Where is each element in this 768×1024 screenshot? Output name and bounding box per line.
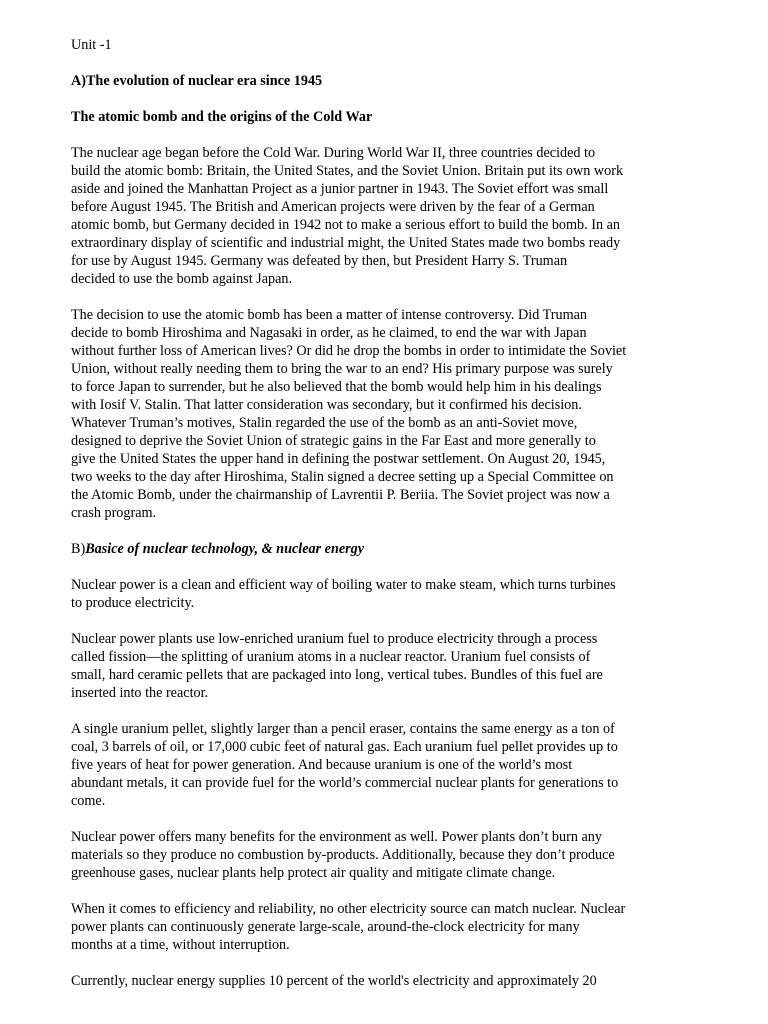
- unit-label: Unit -1: [71, 37, 112, 53]
- paragraph-2: [71, 306, 671, 522]
- paragraph-line: small, hard ceramic pellets that are packaged into long, vertical tubes. Bundles of this fuel are: [71, 667, 603, 683]
- paragraph-line: Nuclear power is a clean and efficient way of boiling water to make steam, which turns turbines: [71, 577, 616, 593]
- paragraph-line: without further loss of American lives? Or did he drop the bombs in order to intimidate the Soviet: [71, 343, 627, 359]
- paragraph-line: crash program.: [71, 505, 157, 521]
- paragraph-3: [71, 576, 671, 612]
- paragraph-line: greenhouse gases, nuclear plants help protect air quality and mitigate climate change.: [71, 865, 556, 881]
- paragraph-line: atomic bomb, but Germany decided in 1942 not to make a serious effort to build the bomb. In an: [71, 217, 620, 233]
- subsection-title: The atomic bomb and the origins of the Cold War: [71, 109, 373, 125]
- paragraph-5: [71, 720, 671, 810]
- section-b-prefix: B): [71, 541, 86, 557]
- paragraph-line: Whatever Truman’s motives, Stalin regarded the use of the bomb as an anti-Soviet move,: [71, 415, 578, 431]
- paragraph-line: decided to use the bomb against Japan.: [71, 271, 293, 287]
- document-page: [71, 36, 671, 1008]
- paragraph-line: for use by August 1945. Germany was defeated by then, but President Harry S. Truman: [71, 253, 568, 269]
- section-b-title: Basice of nuclear technology, & nuclear energy: [85, 541, 365, 557]
- section-a-title: A)The evolution of nuclear era since 1945: [71, 73, 323, 89]
- paragraph-line: extraordinary display of scientific and industrial might, the United States made two bombs ready: [71, 235, 621, 251]
- paragraph-line: with Iosif V. Stalin. That latter consideration was secondary, but it confirmed his decision.: [71, 397, 582, 413]
- section-b-heading: [71, 540, 671, 558]
- paragraph-line: come.: [71, 793, 106, 809]
- paragraph-line: coal, 3 barrels of oil, or 17,000 cubic feet of natural gas. Each uranium fuel pellet provides up to: [71, 739, 618, 755]
- paragraph-line: inserted into the reactor.: [71, 685, 209, 701]
- paragraph-line: Currently, nuclear energy supplies 10 percent of the world's electricity and approximately 20: [71, 973, 597, 989]
- paragraph-7: [71, 900, 671, 954]
- paragraph-line: abundant metals, it can provide fuel for the world’s commercial nuclear plants for generations to: [71, 775, 619, 791]
- paragraph-1: [71, 144, 671, 288]
- paragraph-line: The decision to use the atomic bomb has been a matter of intense controversy. Did Truman: [71, 307, 588, 323]
- paragraph-line: designed to deprive the Soviet Union of strategic gains in the Far East and more generally to: [71, 433, 596, 449]
- paragraph-line: aside and joined the Manhattan Project as a junior partner in 1943. The Soviet effort was small: [71, 181, 609, 197]
- paragraph-line: materials so they produce no combustion by-products. Additionally, because they don’t produce: [71, 847, 615, 863]
- paragraph-8: [71, 972, 671, 990]
- paragraph-line: months at a time, without interruption.: [71, 937, 290, 953]
- paragraph-line: decide to bomb Hiroshima and Nagasaki in order, as he claimed, to end the war with Japan: [71, 325, 587, 341]
- paragraph-line: five years of heat for power generation. And because uranium is one of the world’s most: [71, 757, 573, 773]
- paragraph-line: to force Japan to surrender, but he also believed that the bomb would help him in his dealings: [71, 379, 602, 395]
- paragraph-6: [71, 828, 671, 882]
- paragraph-line: The nuclear age began before the Cold War. During World War II, three countries decided to: [71, 145, 596, 161]
- paragraph-line: build the atomic bomb: Britain, the United States, and the Soviet Union. Britain put its own work: [71, 163, 624, 179]
- paragraph-line: Nuclear power offers many benefits for the environment as well. Power plants don’t burn any: [71, 829, 602, 845]
- paragraph-line: two weeks to the day after Hiroshima, Stalin signed a decree setting up a Special Committee on: [71, 469, 614, 485]
- paragraph-line: power plants can continuously generate large-scale, around-the-clock electricity for many: [71, 919, 580, 935]
- paragraph-4: [71, 630, 671, 702]
- paragraph-line: to produce electricity.: [71, 595, 195, 611]
- paragraph-line: A single uranium pellet, slightly larger than a pencil eraser, contains the same energy as a ton of: [71, 721, 615, 737]
- paragraph-line: give the United States the upper hand in defining the postwar settlement. On August 20, 1945,: [71, 451, 606, 467]
- paragraph-line: called fission—the splitting of uranium atoms in a nuclear reactor. Uranium fuel consists of: [71, 649, 591, 665]
- paragraph-line: the Atomic Bomb, under the chairmanship of Lavrentii P. Beriia. The Soviet project was now a: [71, 487, 610, 503]
- paragraph-line: Nuclear power plants use low-enriched uranium fuel to produce electricity through a process: [71, 631, 598, 647]
- paragraph-line: When it comes to efficiency and reliability, no other electricity source can match nuclear. Nuclear: [71, 901, 626, 917]
- paragraph-line: before August 1945. The British and American projects were driven by the fear of a German: [71, 199, 595, 215]
- paragraph-line: Union, without really needing them to bring the war to an end? His primary purpose was surely: [71, 361, 613, 377]
